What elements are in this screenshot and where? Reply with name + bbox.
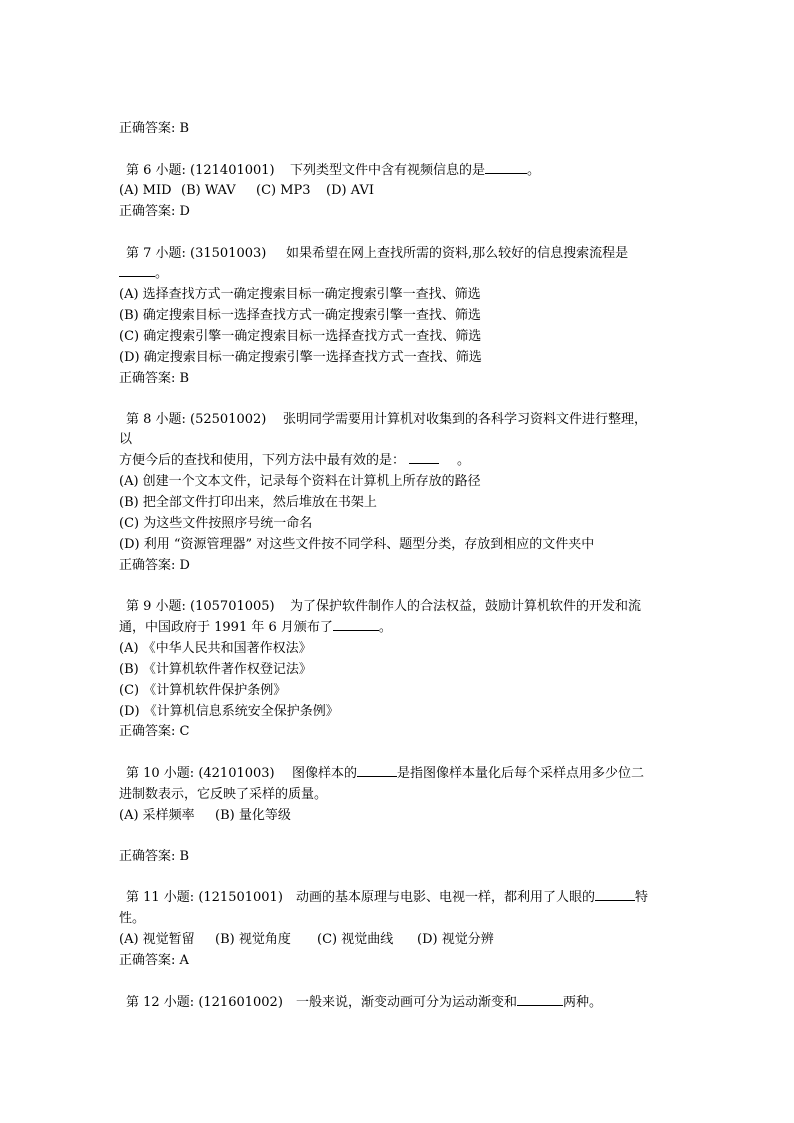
answer-q11 [119, 952, 189, 970]
question-8-line2: 以 [119, 432, 133, 447]
answer-label: 正确答案: [119, 121, 180, 136]
question-text: 一般来说，渐变动画可分为运动渐变和 [296, 995, 518, 1010]
question-8-option-d: (D) 利用 “资源管理器” 对这些文件按不同学科、题型分类，存放到相应的文件夹中 [119, 537, 595, 552]
answer-blank [333, 619, 379, 631]
question-8-option-c: (C) 为这些文件按照序号统一命名 [119, 516, 313, 531]
question-7-header [126, 245, 628, 263]
question-8-option-a: (A) 创建一个文本文件，记录每个资料在计算机上所存放的路径 [119, 474, 481, 489]
option-a: (A) 视觉暂留 [119, 932, 195, 947]
question-id: 第 7 小题: (31501003) [126, 246, 267, 261]
question-text: 图像样本的 [292, 766, 358, 781]
question-10-header [126, 765, 644, 783]
question-text: 张明同学需要用计算机对收集到的各科学习资料文件进行整理， [283, 412, 648, 427]
option-d: (D) 视觉分辨 [417, 932, 494, 947]
question-text: 方便今后的查找和使用，下列方法中最有效的是： [119, 453, 406, 468]
question-text: 下列类型文件中含有视频信息的是 [290, 163, 486, 178]
question-7-option-b: (B) 确定搜索目标一选择查找方式一确定搜索引擎一查找、筛选 [119, 308, 481, 323]
question-text-end: 。 [527, 163, 541, 178]
question-6-header [126, 162, 540, 180]
option-c: (C) 视觉曲线 [317, 932, 394, 947]
question-id: 第 9 小题: (105701005) [126, 599, 275, 614]
question-9-option-c: (C) 《计算机软件保护条例》 [119, 683, 287, 698]
question-6-options [119, 182, 374, 200]
question-text-end: 。 [155, 266, 169, 281]
option-d: (D) AVI [326, 183, 374, 198]
answer-q5 [119, 120, 189, 138]
question-7-option-a: (A) 选择查找方式一确定搜索目标一确定搜索引擎一查找、筛选 [119, 287, 481, 302]
question-9-option-a: (A) 《中华人民共和国著作权法》 [119, 641, 312, 656]
answer-label: 正确答案: [119, 558, 180, 573]
answer-value: C [179, 724, 190, 739]
answer-q7 [119, 370, 189, 388]
answer-q8 [119, 557, 190, 575]
question-text: 如果希望在网上查找所需的资料,那么较好的信息搜索流程是 [286, 246, 629, 261]
option-c: (C) MP3 [256, 183, 311, 198]
option-b: (B) 视觉角度 [215, 932, 291, 947]
option-b: (B) WAV [181, 183, 236, 198]
answer-value: D [179, 558, 190, 573]
question-text: 为了保护软件制作人的合法权益，鼓励计算机软件的开发和流 [290, 599, 642, 614]
answer-value: B [179, 121, 190, 136]
answer-blank [517, 994, 563, 1006]
answer-blank [357, 765, 397, 777]
question-text-end: 两种。 [563, 995, 603, 1010]
question-id: 第 12 小题: (121601002) [126, 995, 283, 1010]
answer-label: 正确答案: [119, 371, 180, 386]
question-12-header [126, 994, 602, 1012]
answer-value: B [179, 849, 190, 864]
option-b: (B) 量化等级 [215, 808, 291, 823]
question-id: 第 11 小题: (121501001) [126, 890, 283, 905]
option-a: (A) MID [119, 183, 172, 198]
answer-blank [409, 452, 439, 464]
question-11-line2: 性。 [119, 911, 146, 926]
question-8-line3 [119, 452, 470, 470]
question-text: 通，中国政府于 1991 年 6 月颁布了 [119, 620, 333, 635]
question-7-line2 [119, 265, 168, 283]
question-id: 第 8 小题: (52501002) [126, 412, 267, 427]
answer-value: B [179, 371, 190, 386]
question-11-options [119, 931, 494, 949]
answer-blank [119, 265, 155, 277]
option-a: (A) 采样频率 [119, 808, 195, 823]
question-9-header [126, 598, 641, 616]
answer-label: 正确答案: [119, 849, 180, 864]
answer-label: 正确答案: [119, 724, 180, 739]
question-text-end: 特 [635, 890, 649, 905]
answer-q10 [119, 848, 189, 866]
question-7-option-d: (D) 确定搜索目标一确定搜索引擎一选择查找方式一查找、筛选 [119, 350, 482, 365]
question-text-end: 。 [457, 453, 471, 468]
question-9-option-d: (D) 《计算机信息系统安全保护条例》 [119, 704, 339, 719]
question-8-option-b: (B) 把全部文件打印出来，然后堆放在书架上 [119, 495, 377, 510]
answer-blank [485, 162, 527, 174]
answer-label: 正确答案: [119, 953, 180, 968]
question-id: 第 6 小题: (121401001) [126, 163, 275, 178]
question-7-option-c: (C) 确定搜索引擎一确定搜索目标一选择查找方式一查找、筛选 [119, 329, 482, 344]
answer-q9 [119, 723, 189, 741]
question-text-end: 是指图像样本量化后每个采样点用多少位二 [397, 766, 645, 781]
answer-q6 [119, 203, 190, 221]
question-9-option-b: (B) 《计算机软件著作权登记法》 [119, 662, 312, 677]
answer-label: 正确答案: [119, 204, 180, 219]
answer-blank [595, 889, 635, 901]
question-9-line2 [119, 619, 392, 637]
question-8-header [126, 411, 647, 429]
answer-value: A [179, 953, 189, 968]
question-text-end: 。 [378, 620, 392, 635]
question-10-options [119, 807, 291, 825]
question-10-line2: 进制数表示，它反映了采样的质量。 [119, 787, 328, 802]
question-11-header [126, 889, 648, 907]
answer-value: D [179, 204, 190, 219]
question-id: 第 10 小题: (42101003) [126, 766, 275, 781]
question-text: 动画的基本原理与电影、电视一样，都利用了人眼的 [296, 890, 596, 905]
